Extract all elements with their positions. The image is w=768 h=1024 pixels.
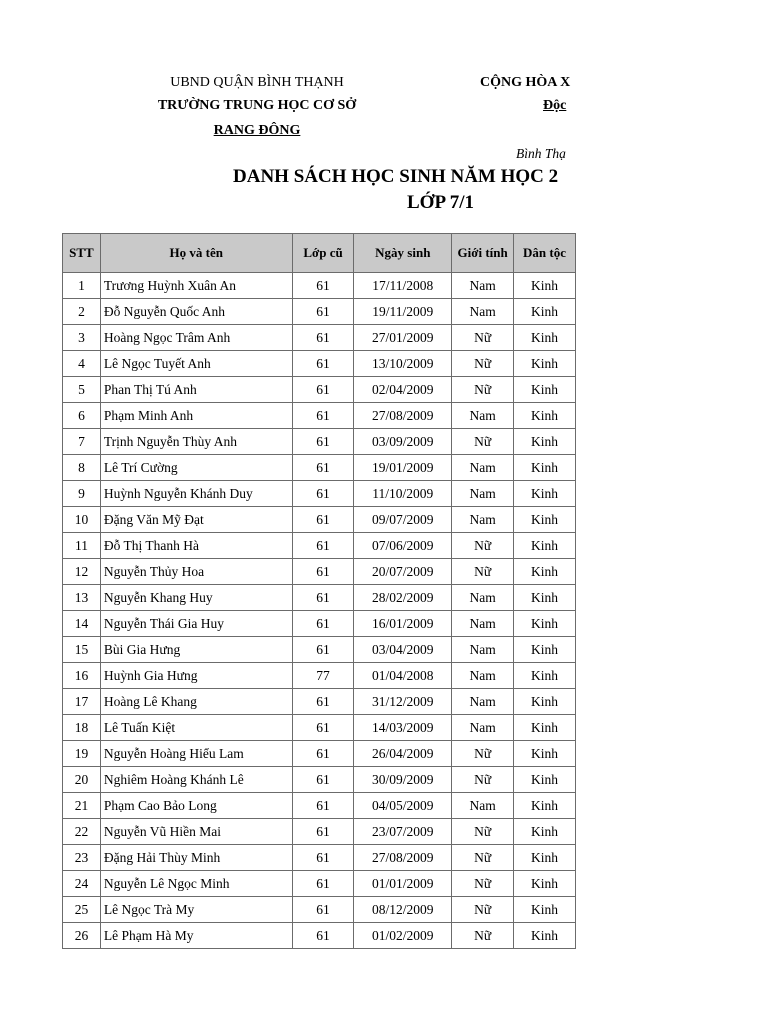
birth-date-cell: 27/01/2009 xyxy=(354,325,452,351)
birth-date-cell: 27/08/2009 xyxy=(354,403,452,429)
table-row xyxy=(63,377,576,403)
column-header-old-class: Lớp cũ xyxy=(292,234,354,273)
table-body xyxy=(63,273,576,949)
table-row xyxy=(63,741,576,767)
table-row xyxy=(63,637,576,663)
table-row xyxy=(63,715,576,741)
stt-cell: 21 xyxy=(63,793,101,819)
table-row xyxy=(63,793,576,819)
stt-cell: 24 xyxy=(63,871,101,897)
stt-cell: 26 xyxy=(63,923,101,949)
name-cell: Lê Phạm Hà My xyxy=(100,923,292,949)
ethnicity-cell: Kinh xyxy=(514,585,576,611)
name-cell: Phan Thị Tú Anh xyxy=(100,377,292,403)
place-date: Bình Thạ xyxy=(516,146,566,161)
gender-cell: Nam xyxy=(452,715,514,741)
ethnicity-cell: Kinh xyxy=(514,793,576,819)
table-row xyxy=(63,325,576,351)
stt-cell: 4 xyxy=(63,351,101,377)
stt-cell: 5 xyxy=(63,377,101,403)
stt-cell: 25 xyxy=(63,897,101,923)
gender-cell: Nam xyxy=(452,585,514,611)
table-row xyxy=(63,273,576,299)
table-row xyxy=(63,897,576,923)
name-cell: Phạm Cao Bảo Long xyxy=(100,793,292,819)
table-row xyxy=(63,923,576,949)
old-class-cell: 61 xyxy=(292,429,354,455)
name-cell: Trương Huỳnh Xuân An xyxy=(100,273,292,299)
birth-date-cell: 07/06/2009 xyxy=(354,533,452,559)
old-class-cell: 61 xyxy=(292,637,354,663)
old-class-cell: 61 xyxy=(292,793,354,819)
stt-cell: 23 xyxy=(63,845,101,871)
ethnicity-cell: Kinh xyxy=(514,611,576,637)
name-cell: Huỳnh Gia Hưng xyxy=(100,663,292,689)
name-cell: Huỳnh Nguyễn Khánh Duy xyxy=(100,481,292,507)
birth-date-cell: 19/01/2009 xyxy=(354,455,452,481)
birth-date-cell: 13/10/2009 xyxy=(354,351,452,377)
birth-date-cell: 03/04/2009 xyxy=(354,637,452,663)
table-row xyxy=(63,429,576,455)
school-name-line2: RANG ĐÔNG xyxy=(213,123,301,138)
school-name-line2-wrap xyxy=(62,124,452,138)
table-row xyxy=(63,351,576,377)
name-cell: Lê Ngọc Tuyết Anh xyxy=(100,351,292,377)
old-class-cell: 61 xyxy=(292,897,354,923)
table-row xyxy=(63,585,576,611)
name-cell: Nguyễn Thái Gia Huy xyxy=(100,611,292,637)
birth-date-cell: 01/01/2009 xyxy=(354,871,452,897)
name-cell: Phạm Minh Anh xyxy=(100,403,292,429)
stt-cell: 2 xyxy=(63,299,101,325)
gender-cell: Nữ xyxy=(452,897,514,923)
name-cell: Đặng Hải Thùy Minh xyxy=(100,845,292,871)
ethnicity-cell: Kinh xyxy=(514,741,576,767)
stt-cell: 3 xyxy=(63,325,101,351)
old-class-cell: 61 xyxy=(292,273,354,299)
ethnicity-cell: Kinh xyxy=(514,507,576,533)
gender-cell: Nam xyxy=(452,689,514,715)
ethnicity-cell: Kinh xyxy=(514,299,576,325)
column-header-ethnicity: Dân tộc xyxy=(514,234,576,273)
gender-cell: Nam xyxy=(452,637,514,663)
birth-date-cell: 09/07/2009 xyxy=(354,507,452,533)
gender-cell: Nữ xyxy=(452,429,514,455)
column-header-birth-date: Ngày sinh xyxy=(354,234,452,273)
birth-date-cell: 02/04/2009 xyxy=(354,377,452,403)
old-class-cell: 61 xyxy=(292,403,354,429)
table-row xyxy=(63,455,576,481)
name-cell: Lê Tuấn Kiệt xyxy=(100,715,292,741)
gender-cell: Nữ xyxy=(452,923,514,949)
old-class-cell: 61 xyxy=(292,871,354,897)
name-cell: Lê Trí Cường xyxy=(100,455,292,481)
table-row xyxy=(63,845,576,871)
stt-cell: 14 xyxy=(63,611,101,637)
table-row xyxy=(63,507,576,533)
stt-cell: 8 xyxy=(63,455,101,481)
ethnicity-cell: Kinh xyxy=(514,637,576,663)
ethnicity-cell: Kinh xyxy=(514,429,576,455)
name-cell: Nguyễn Thủy Hoa xyxy=(100,559,292,585)
ethnicity-cell: Kinh xyxy=(514,559,576,585)
birth-date-cell: 03/09/2009 xyxy=(354,429,452,455)
birth-date-cell: 16/01/2009 xyxy=(354,611,452,637)
old-class-cell: 61 xyxy=(292,585,354,611)
gender-cell: Nữ xyxy=(452,559,514,585)
table-header-row xyxy=(63,234,576,273)
birth-date-cell: 01/02/2009 xyxy=(354,923,452,949)
gender-cell: Nữ xyxy=(452,377,514,403)
old-class-cell: 61 xyxy=(292,923,354,949)
ethnicity-cell: Kinh xyxy=(514,767,576,793)
gender-cell: Nữ xyxy=(452,845,514,871)
birth-date-cell: 30/09/2009 xyxy=(354,767,452,793)
ethnicity-cell: Kinh xyxy=(514,455,576,481)
school-name-line1: TRƯỜNG TRUNG HỌC CƠ SỞ xyxy=(157,98,357,113)
gender-cell: Nam xyxy=(452,793,514,819)
name-cell: Nguyễn Vũ Hiền Mai xyxy=(100,819,292,845)
ethnicity-cell: Kinh xyxy=(514,273,576,299)
birth-date-cell: 08/12/2009 xyxy=(354,897,452,923)
birth-date-cell: 26/04/2009 xyxy=(354,741,452,767)
old-class-cell: 61 xyxy=(292,325,354,351)
gender-cell: Nam xyxy=(452,507,514,533)
stt-cell: 16 xyxy=(63,663,101,689)
district-name: UBND QUẬN BÌNH THẠNH xyxy=(170,75,344,90)
stt-cell: 18 xyxy=(63,715,101,741)
old-class-cell: 61 xyxy=(292,819,354,845)
ethnicity-cell: Kinh xyxy=(514,689,576,715)
stt-cell: 19 xyxy=(63,741,101,767)
ethnicity-cell: Kinh xyxy=(514,325,576,351)
gender-cell: Nam xyxy=(452,481,514,507)
gender-cell: Nam xyxy=(452,299,514,325)
table-row xyxy=(63,481,576,507)
name-cell: Hoàng Ngọc Trâm Anh xyxy=(100,325,292,351)
birth-date-cell: 17/11/2008 xyxy=(354,273,452,299)
ethnicity-cell: Kinh xyxy=(514,351,576,377)
old-class-cell: 61 xyxy=(292,611,354,637)
birth-date-cell: 01/04/2008 xyxy=(354,663,452,689)
stt-cell: 17 xyxy=(63,689,101,715)
ethnicity-cell: Kinh xyxy=(514,533,576,559)
stt-cell: 7 xyxy=(63,429,101,455)
table-row xyxy=(63,403,576,429)
gender-cell: Nữ xyxy=(452,741,514,767)
student-roster-table xyxy=(62,233,576,949)
old-class-cell: 61 xyxy=(292,299,354,325)
name-cell: Nghiêm Hoàng Khánh Lê xyxy=(100,767,292,793)
stt-cell: 12 xyxy=(63,559,101,585)
gender-cell: Nam xyxy=(452,611,514,637)
ethnicity-cell: Kinh xyxy=(514,403,576,429)
table-row xyxy=(63,663,576,689)
document-title: DANH SÁCH HỌC SINH NĂM HỌC 2 xyxy=(233,166,559,187)
old-class-cell: 61 xyxy=(292,351,354,377)
gender-cell: Nữ xyxy=(452,871,514,897)
table-row xyxy=(63,871,576,897)
stt-cell: 1 xyxy=(63,273,101,299)
birth-date-cell: 20/07/2009 xyxy=(354,559,452,585)
gender-cell: Nam xyxy=(452,663,514,689)
table-row xyxy=(63,559,576,585)
class-label: LỚP 7/1 xyxy=(407,192,475,213)
name-cell: Nguyễn Hoàng Hiểu Lam xyxy=(100,741,292,767)
old-class-cell: 61 xyxy=(292,533,354,559)
old-class-cell: 61 xyxy=(292,715,354,741)
stt-cell: 9 xyxy=(63,481,101,507)
table-row xyxy=(63,299,576,325)
old-class-cell: 61 xyxy=(292,689,354,715)
ethnicity-cell: Kinh xyxy=(514,377,576,403)
stt-cell: 11 xyxy=(63,533,101,559)
ethnicity-cell: Kinh xyxy=(514,845,576,871)
name-cell: Lê Ngọc Trà My xyxy=(100,897,292,923)
old-class-cell: 61 xyxy=(292,507,354,533)
table-row xyxy=(63,819,576,845)
name-cell: Đỗ Nguyễn Quốc Anh xyxy=(100,299,292,325)
stt-cell: 20 xyxy=(63,767,101,793)
table-row xyxy=(63,611,576,637)
table-row xyxy=(63,533,576,559)
column-header-stt: STT xyxy=(63,234,101,273)
old-class-cell: 77 xyxy=(292,663,354,689)
motto-subtitle: Độc xyxy=(543,98,567,113)
ethnicity-cell: Kinh xyxy=(514,923,576,949)
stt-cell: 22 xyxy=(63,819,101,845)
gender-cell: Nữ xyxy=(452,819,514,845)
birth-date-cell: 11/10/2009 xyxy=(354,481,452,507)
column-header-gender: Giới tính xyxy=(452,234,514,273)
old-class-cell: 61 xyxy=(292,767,354,793)
gender-cell: Nam xyxy=(452,273,514,299)
name-cell: Trịnh Nguyễn Thùy Anh xyxy=(100,429,292,455)
gender-cell: Nam xyxy=(452,403,514,429)
name-cell: Đặng Văn Mỹ Đạt xyxy=(100,507,292,533)
ethnicity-cell: Kinh xyxy=(514,871,576,897)
birth-date-cell: 14/03/2009 xyxy=(354,715,452,741)
table-row xyxy=(63,767,576,793)
name-cell: Nguyễn Lê Ngọc Minh xyxy=(100,871,292,897)
name-cell: Nguyễn Khang Huy xyxy=(100,585,292,611)
name-cell: Đỗ Thị Thanh Hà xyxy=(100,533,292,559)
old-class-cell: 61 xyxy=(292,377,354,403)
gender-cell: Nữ xyxy=(452,351,514,377)
birth-date-cell: 19/11/2009 xyxy=(354,299,452,325)
gender-cell: Nữ xyxy=(452,533,514,559)
old-class-cell: 61 xyxy=(292,559,354,585)
ethnicity-cell: Kinh xyxy=(514,819,576,845)
old-class-cell: 61 xyxy=(292,481,354,507)
birth-date-cell: 31/12/2009 xyxy=(354,689,452,715)
ethnicity-cell: Kinh xyxy=(514,897,576,923)
birth-date-cell: 27/08/2009 xyxy=(354,845,452,871)
stt-cell: 15 xyxy=(63,637,101,663)
old-class-cell: 61 xyxy=(292,741,354,767)
ethnicity-cell: Kinh xyxy=(514,663,576,689)
ethnicity-cell: Kinh xyxy=(514,481,576,507)
name-cell: Hoàng Lê Khang xyxy=(100,689,292,715)
birth-date-cell: 28/02/2009 xyxy=(354,585,452,611)
birth-date-cell: 23/07/2009 xyxy=(354,819,452,845)
name-cell: Bùi Gia Hưng xyxy=(100,637,292,663)
column-header-name: Họ và tên xyxy=(100,234,292,273)
old-class-cell: 61 xyxy=(292,455,354,481)
stt-cell: 6 xyxy=(63,403,101,429)
gender-cell: Nữ xyxy=(452,325,514,351)
ethnicity-cell: Kinh xyxy=(514,715,576,741)
old-class-cell: 61 xyxy=(292,845,354,871)
table-row xyxy=(63,689,576,715)
gender-cell: Nữ xyxy=(452,767,514,793)
gender-cell: Nam xyxy=(452,455,514,481)
stt-cell: 13 xyxy=(63,585,101,611)
national-motto: CỘNG HÒA X xyxy=(480,75,571,90)
birth-date-cell: 04/05/2009 xyxy=(354,793,452,819)
stt-cell: 10 xyxy=(63,507,101,533)
